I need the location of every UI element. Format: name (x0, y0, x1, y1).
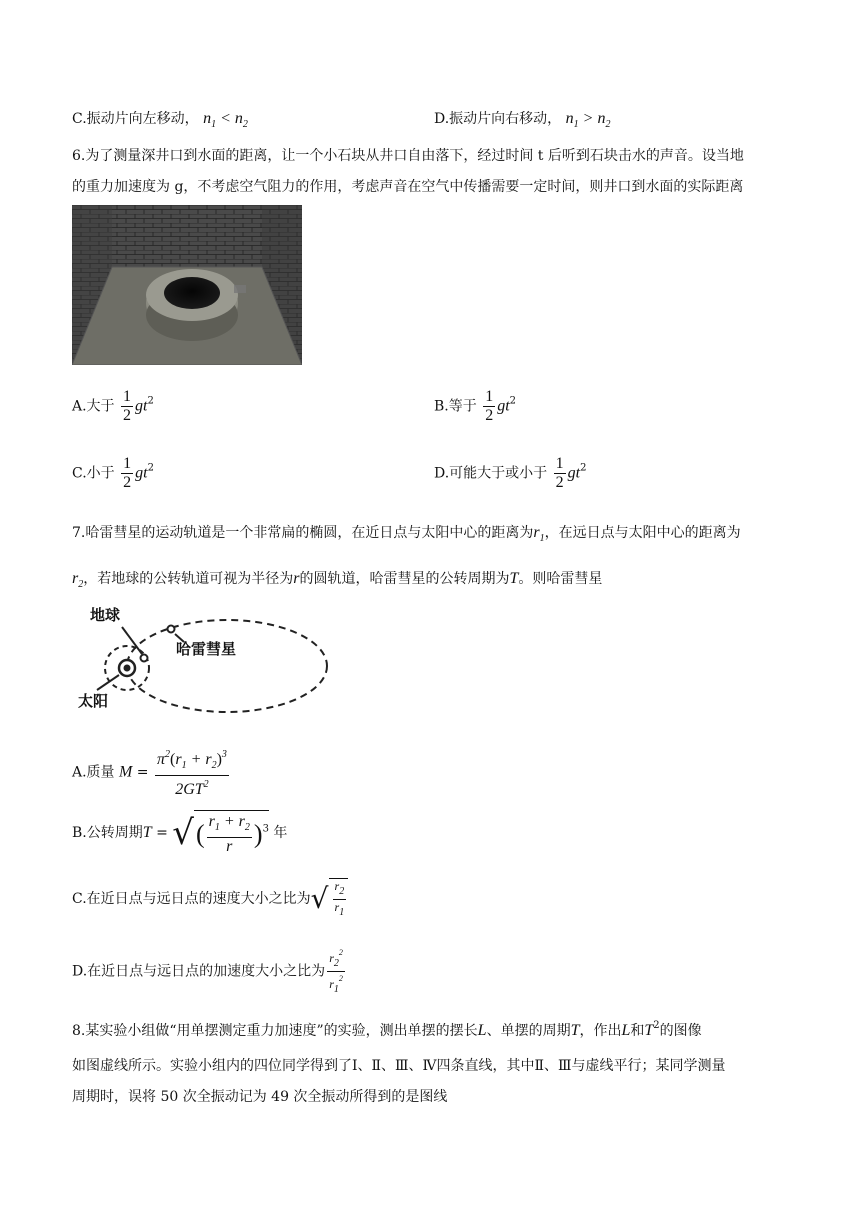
q8-line-1: 8.某实验小组做“用单摆测定重力加速度”的实验，测出单摆的摆长L、单摆的周期T，作出L和$T^2$的图像 (72, 1020, 702, 1039)
q5-option-d-math: $n_1 > n_2$ (565, 110, 611, 130)
q5-option-d (434, 108, 610, 130)
q7-line-2 (72, 568, 602, 590)
fraction-denominator: 2 (485, 407, 494, 424)
q6-option-c: C.小于 $\frac{1}{2}$ $gt^2$ (72, 455, 154, 491)
fraction-denominator: 2 (555, 474, 564, 491)
q6-option-b-fraction (483, 388, 495, 425)
q7-option-a: A.质量 M = $\frac{\pi^2(r_1 + r_2)^3}{2GT^2}$ (72, 746, 231, 799)
well-photo (72, 205, 302, 365)
t-symbol: T (509, 570, 519, 587)
q6-option-a: A.大于 $\frac{1}{2}$ $gt^2$ (72, 388, 154, 424)
fraction-numerator: 1 (555, 455, 564, 472)
r-symbol: r (293, 570, 300, 587)
earth-label: 地球 (90, 606, 121, 624)
q7-option-b-unit: 年 (273, 825, 288, 841)
q6-option-a-fraction (121, 388, 133, 425)
fraction-denominator: 2 (123, 474, 132, 491)
r2-symbol: $r_2$ (72, 570, 84, 590)
r1-symbol: $r_1$ (533, 524, 545, 544)
q6-option-a-label: A.大于 (72, 398, 115, 415)
fraction-numerator: 1 (123, 388, 132, 405)
fraction-numerator: 1 (485, 388, 494, 405)
q7-option-d: D.在近日点与远日点的加速度大小之比为 $\frac{r_2^2}{r_1^2}$ (72, 948, 343, 995)
q7-option-b: B.公转周期T = √( $\frac{r_1 + r_2}{r}$ )$^3$ 年 (72, 810, 287, 856)
q6-line-2: 的重力加速度为 g，不考虑空气阻力的作用，考虑声音在空气中传播需要一定时间，则井口到水面的实际距离 (72, 179, 744, 195)
q6-option-b-label: B.等于 (434, 398, 477, 415)
q6-option-b: B.等于 $\frac{1}{2}$ $gt^2$ (434, 388, 517, 424)
q6-option-d-label: D.可能大于或小于 (434, 465, 548, 482)
q7-option-a-label: A.质量 (72, 764, 115, 781)
q5-option-d-text: D.振动片向右移动， (434, 111, 562, 127)
q8-line-1-d: 和 (630, 1023, 645, 1039)
q5-option-c (72, 108, 248, 130)
earth (141, 655, 148, 662)
q6-option-c-fraction (121, 455, 133, 492)
comet-label: 哈雷彗星 (176, 640, 237, 658)
q6-option-d-gt: gt (567, 464, 581, 482)
q7-option-a-fraction: $\frac{\pi^2(r_1 + r_2)^3}{2GT^2}$ (155, 746, 229, 799)
q8-line-1-c: ，作出 (579, 1023, 622, 1039)
q7-line-1-tail: ，在远日点与太阳中心的距离为 (544, 525, 741, 541)
q7-line-2-b: 的圆轨道，哈雷彗星的公转周期为 (299, 571, 510, 587)
orbit-diagram (72, 602, 332, 722)
q8-line-1-a: 8.某实验小组做“用单摆测定重力加速度”的实验，测出单摆的摆长 (72, 1023, 478, 1039)
q5-option-c-text: C.振动片向左移动， (72, 111, 199, 127)
fraction-denominator: 2 (123, 407, 132, 424)
sun-label: 太阳 (78, 692, 109, 710)
q7-line-1 (72, 522, 741, 544)
q6-option-c-label: C.小于 (72, 465, 115, 482)
comet (168, 626, 175, 633)
q8-line-3: 周期时，误将 50 次全振动记为 49 次全振动所得到的是图线 (72, 1089, 448, 1105)
q6-option-c-gt: gt (135, 464, 148, 482)
q6-line-1: 6.为了测量深井口到水面的距离，让一个小石块从井口自由落下，经过时间 t 后听到石块击水的声音。设当地 (72, 148, 744, 164)
q8-line-2: 如图虚线所示。实验小组内的四位同学得到了Ⅰ、Ⅱ、Ⅲ、Ⅳ四条直线，其中Ⅱ、Ⅲ与虚线平行；某同学测量 (72, 1058, 726, 1074)
q7-option-d-label: D.在近日点与远日点的加速度大小之比为 (72, 963, 326, 980)
q6-option-d: D.可能大于或小于 $\frac{1}{2}$ $gt^2$ (434, 455, 587, 491)
q7-line-1-text: 7.哈雷彗星的运动轨道是一个非常扁的椭圆，在近日点与太阳中心的距离为 (72, 525, 534, 541)
q7-option-c-label: C.在近日点与远日点的速度大小之比为 (72, 891, 311, 907)
q6-option-d-fraction (554, 455, 566, 492)
q8-line-1-e: 的图像 (659, 1023, 702, 1039)
q7-option-c: C.在近日点与远日点的速度大小之比为√ $\frac{r_2}{r_1}$ (72, 878, 348, 920)
q5-option-c-math: $n_1 < n_2$ (203, 110, 248, 130)
q6-option-a-gt: gt (135, 397, 148, 415)
fraction-numerator: 1 (123, 455, 132, 472)
q7-line-2-c: 。则哈雷彗星 (518, 571, 603, 587)
q7-option-b-label: B.公转周期 (72, 825, 143, 841)
q6-option-b-gt: gt (497, 397, 510, 415)
q8-line-1-b: 、单摆的周期 (486, 1023, 571, 1039)
q7-line-2-a: ，若地球的公转轨道可视为半径为 (83, 571, 294, 587)
comet-orbit (127, 620, 327, 712)
